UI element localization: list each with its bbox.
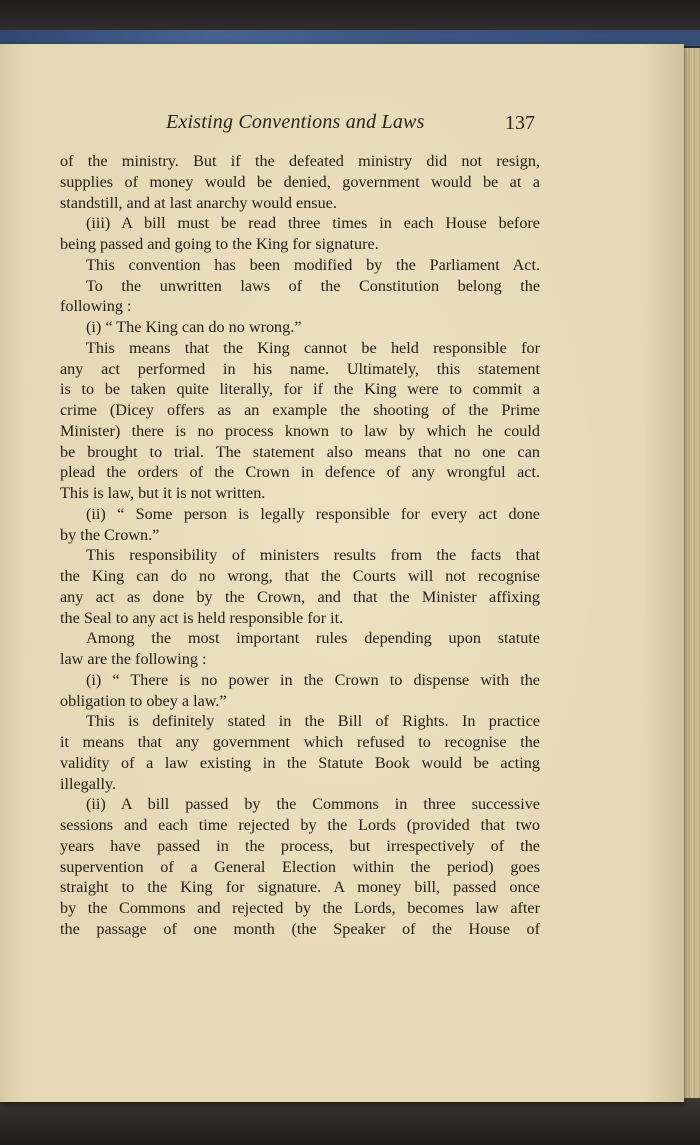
text-line: is to be taken quite literally, for if the King were to commit a: [60, 380, 540, 399]
text-line: years have passed in the process, but irrespectively of the: [60, 836, 540, 855]
text-line: (iii) A bill must be read three times in each House before: [86, 214, 540, 233]
text-line: (i) “ There is no power in the Crown to dispense with the: [86, 670, 540, 689]
text-line: by the Commons and rejected by the Lords, becomes law after: [60, 899, 540, 917]
text-line: obligation to obey a law.”: [60, 691, 227, 710]
page-number: 137: [505, 112, 535, 134]
text-line: law are the following :: [60, 650, 207, 668]
scan-background-bottom: [0, 1098, 700, 1145]
text-line: Minister) there is no process known to law by which he could: [60, 421, 540, 440]
text-line: any act as done by the Crown, and that the Minister affixing: [60, 587, 540, 606]
text-line: straight to the King for signature. A money bill, passed once: [60, 878, 540, 897]
text-line: This convention has been modified by the Parliament Act.: [86, 255, 540, 274]
text-line: the Seal to any act is held responsible for it.: [60, 608, 344, 627]
text-line: supplies of money would be denied, government would be at a: [60, 172, 540, 191]
text-line: (ii) “ Some person is legally responsible for every act done: [86, 504, 540, 523]
text-line: sessions and each time rejected by the Lords (provided that two: [60, 816, 540, 834]
text-line: Among the most important rules depending upon statute: [86, 629, 540, 648]
text-line: validity of a law existing in the Statute Book would be acting: [60, 753, 540, 772]
text-line: the King can do no wrong, that the Courts will not recognise: [60, 567, 540, 585]
text-line: illegally.: [60, 774, 117, 793]
page-header: [0, 111, 700, 141]
text-line: standstill, and at last anarchy would ensue.: [60, 193, 337, 212]
text-line: crime (Dicey offers as an example the shooting of the Prime: [60, 401, 540, 419]
text-line: This means that the King cannot be held responsible for: [86, 338, 540, 357]
text-line: following :: [60, 297, 132, 316]
text-line: This responsibility of ministers results from the facts that: [86, 546, 540, 565]
text-line: being passed and going to the King for signature.: [60, 235, 379, 253]
body-text: [60, 151, 540, 940]
running-head: Existing Conventions and Laws: [166, 111, 425, 133]
text-line: plead the orders of the Crown in defence of any wrongful act.: [60, 463, 540, 482]
text-line: of the ministry. But if the defeated ministry did not resign,: [60, 152, 540, 170]
text-line: the passage of one month (the Speaker of the House of: [60, 919, 540, 938]
text-line: it means that any government which refused to recognise the: [60, 733, 540, 751]
text-line: (ii) A bill passed by the Commons in three successive: [86, 795, 540, 814]
text-line: supervention of a General Election within the period) goes: [60, 857, 540, 876]
text-line: This is definitely stated in the Bill of Rights. In practice: [86, 712, 540, 731]
text-line: (i) “ The King can do no wrong.”: [86, 318, 302, 336]
text-line: any act performed in his name. Ultimately, this statement: [60, 359, 540, 378]
text-line: To the unwritten laws of the Constitution belong the: [86, 276, 540, 295]
text-line: by the Crown.”: [60, 525, 160, 544]
text-line: be brought to trial. The statement also means that no one can: [60, 442, 540, 461]
text-line: This is law, but it is not written.: [60, 484, 266, 502]
